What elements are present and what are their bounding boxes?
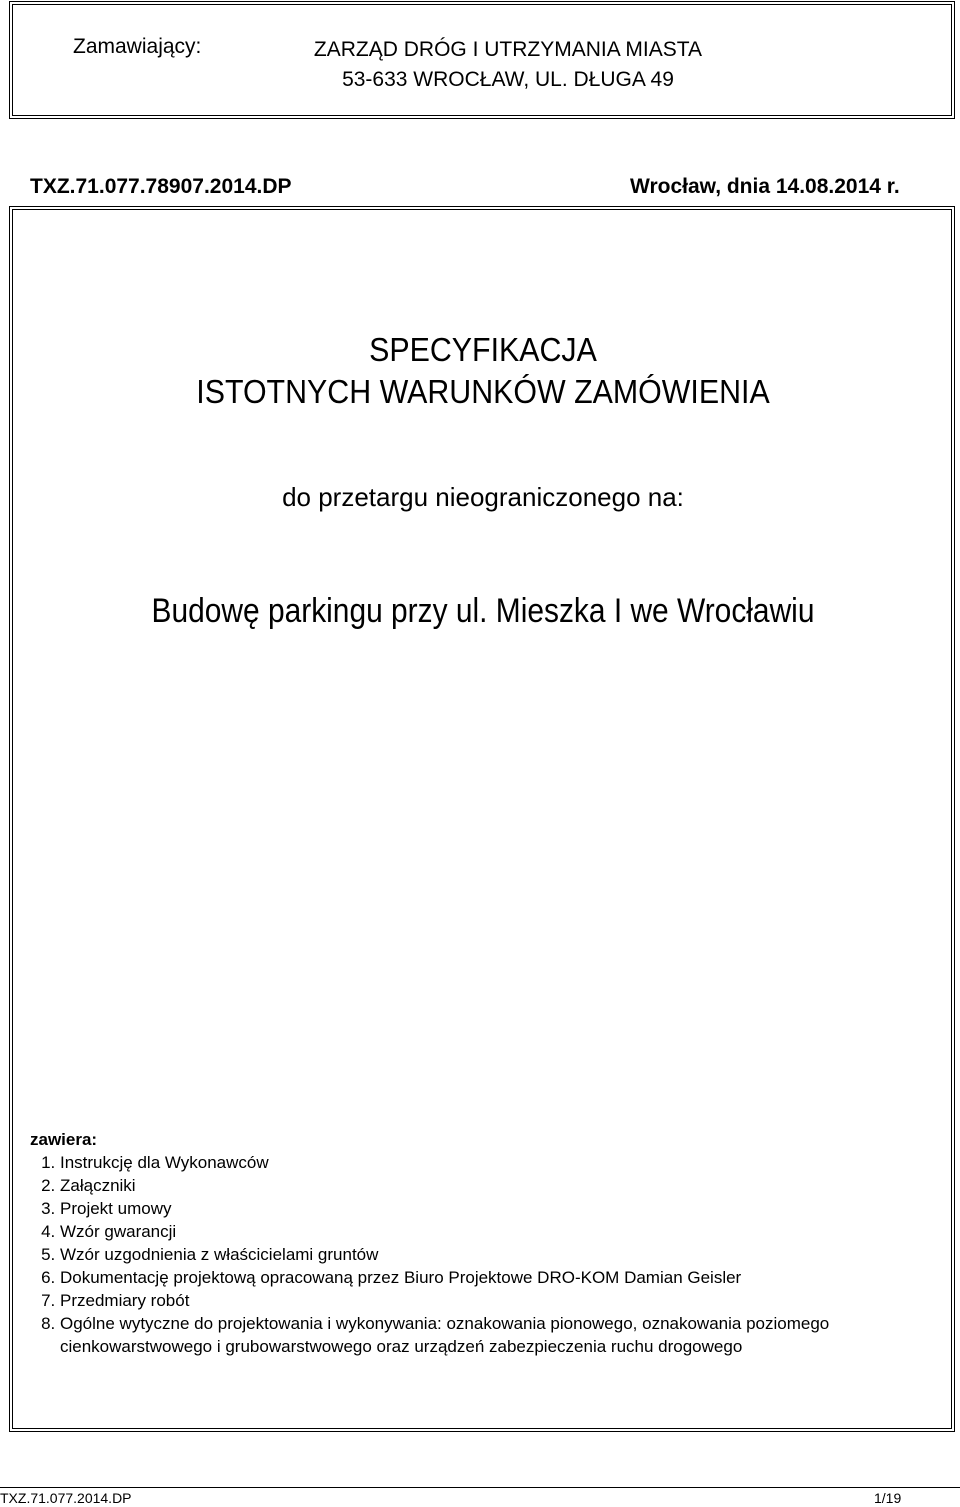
contents-label: zawiera: [30, 1130, 98, 1149]
list-item: 5. Wzór uzgodnienia z właścicielami gruntów [60, 1243, 940, 1266]
subtitle: do przetargu nieograniczonego na: [282, 482, 684, 512]
list-item: 4. Wzór gwarancji [60, 1220, 940, 1243]
header-box [12, 4, 952, 116]
list-item: 3. Projekt umowy [60, 1197, 940, 1220]
title-line1: SPECYFIKACJA [369, 331, 597, 368]
list-item: 7. Przedmiary robót [60, 1289, 940, 1312]
footer-reference: TXZ.71.077.2014.DP [0, 1490, 132, 1506]
issuer-label: Zamawiający: [73, 35, 202, 58]
main-box [12, 209, 952, 1429]
issuer-name-line1: ZARZĄD DRÓG I UTRZYMANIA MIASTA [313, 38, 703, 61]
footer-divider [0, 1487, 960, 1488]
reference-number: TXZ.71.077.78907.2014.DP [30, 175, 292, 198]
document-date: Wrocław, dnia 14.08.2014 r. [630, 175, 900, 198]
issuer-name [268, 35, 748, 95]
list-item: 2. Załączniki [60, 1174, 940, 1197]
contents-list [30, 1151, 940, 1358]
issuer-name-line2: 53-633 WROCŁAW, UL. DŁUGA 49 [342, 68, 674, 91]
list-item: 1. Instrukcję dla Wykonawców [60, 1151, 940, 1174]
contents-section [30, 1128, 940, 1358]
list-item: 6. Dokumentację projektową opracowaną przez Biuro Projektowe DRO-KOM Damian Geisler [60, 1266, 940, 1289]
list-item: 8. Ogólne wytyczne do projektowania i wykonywania: oznakowania pionowego, oznakowania poziomego cienkowarstwowego i grubowarstwowego oraz urządzeń zabezpieczenia ruchu drogowego [60, 1312, 940, 1358]
title-line2: ISTOTNYCH WARUNKÓW ZAMÓWIENIA [196, 373, 770, 410]
page-number: 1/19 [874, 1490, 902, 1506]
subject: Budowę parkingu przy ul. Mieszka I we Wrocławiu [151, 592, 815, 630]
